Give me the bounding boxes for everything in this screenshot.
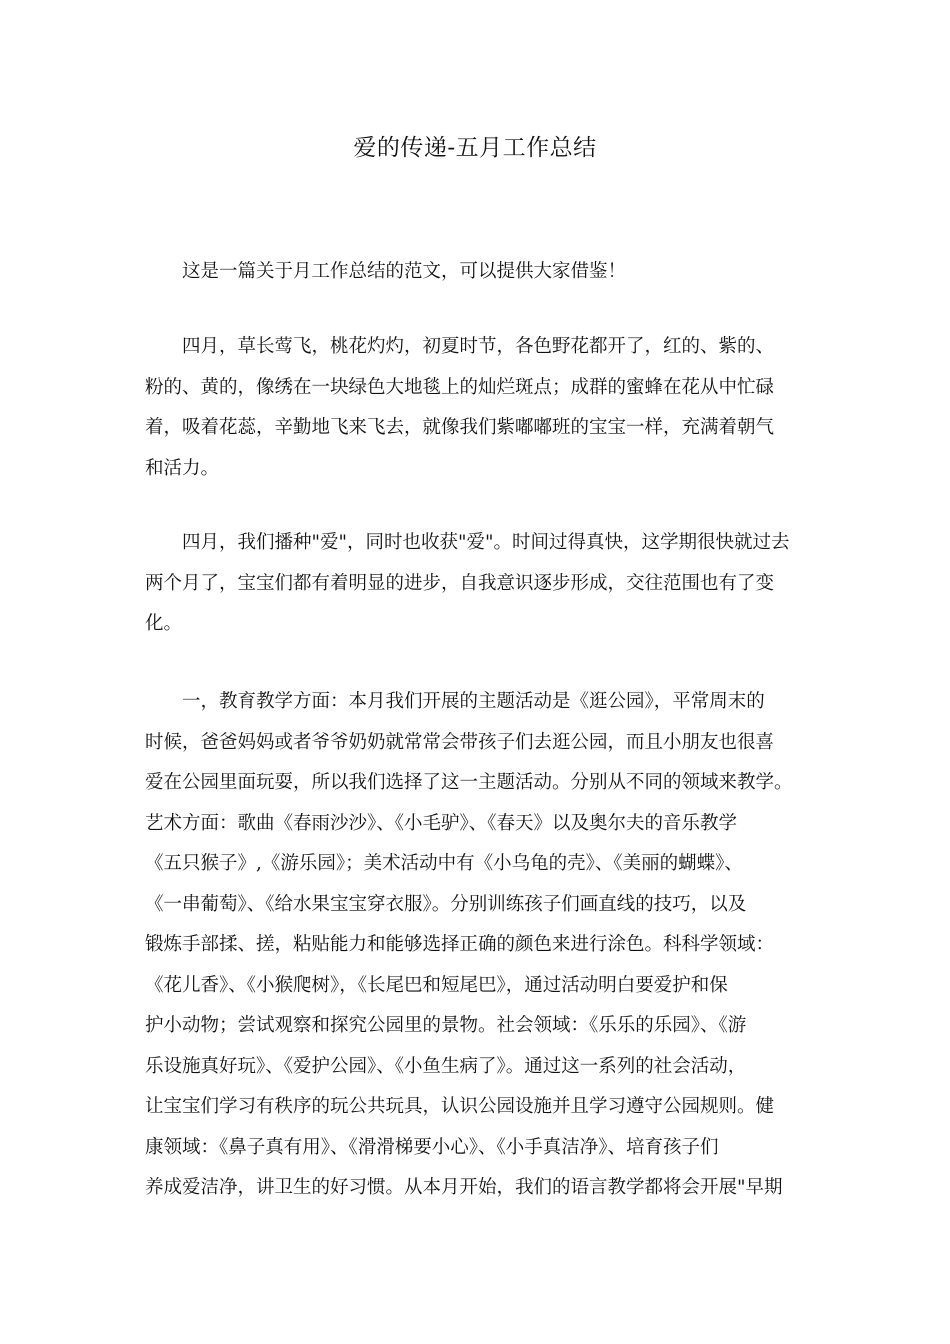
paragraph-april-1 <box>145 327 817 489</box>
document-title: 爱的传递-五月工作总结 <box>353 135 597 161</box>
paragraph-line: 时候，爸爸妈妈或者爷爷奶奶就常常会带孩子们去逛公园，而且小朋友也很喜 <box>145 731 775 753</box>
paragraph-intro <box>145 252 817 293</box>
paragraph-line: 《五只猴子》,《游乐园》；美术活动中有《小乌龟的壳》、《美丽的蝴蝶》、 <box>145 853 743 874</box>
paragraph-line: 《一串葡萄》、《给水果宝宝穿衣服》。分别训练孩子们画直线的技巧，以及 <box>145 893 747 915</box>
paragraph-line: 两个月了，宝宝们都有着明显的进步，自我意识逐步形成，交往范围也有了变 <box>145 572 775 594</box>
paragraph-line: 艺术方面：歌曲《春雨沙沙》、《小毛驴》、《春天》以及奥尔夫的音乐教学 <box>145 812 738 834</box>
paragraph-line: 化。 <box>145 613 183 634</box>
paragraph-line: 粉的、黄的，像绣在一块绿色大地毯上的灿烂斑点；成群的蜜蜂在花从中忙碌 <box>145 376 775 398</box>
paragraph-line: 这是一篇关于月工作总结的范文，可以提供大家借鉴！ <box>182 261 627 282</box>
paragraph-line: 和活力。 <box>145 457 220 479</box>
paragraph-section-1 <box>145 682 817 1209</box>
paragraph-line: 一，教育教学方面：本月我们开展的主题活动是《逛公园》，平常周末的 <box>182 691 765 712</box>
paragraph-line: 四月，我们播种"爱"，同时也收获"爱"。时间过得真快，这学期很快就过去 <box>182 532 790 553</box>
paragraph-line: 养成爱洁净，讲卫生的好习惯。从本月开始，我们的语言教学都将会开展"早期 <box>145 1177 783 1198</box>
paragraph-line: 乐设施真好玩》、《爱护公园》、《小鱼生病了》。通过这一系列的社会活动， <box>145 1055 747 1077</box>
paragraph-line: 着，吸着花蕊，辛勤地飞来飞去，就像我们紫嘟嘟班的宝宝一样，充满着朝气 <box>145 417 775 438</box>
paragraph-line: 康领域：《鼻子真有用》、《滑滑梯要小心》、《小手真洁净》、培育孩子们 <box>145 1136 719 1158</box>
paragraph-april-2 <box>145 523 817 645</box>
paragraph-line: 四月，草长莺飞，桃花灼灼，初夏时节，各色野花都开了，红的、紫的、 <box>182 336 775 357</box>
paragraph-line: 让宝宝们学习有秩序的玩公共玩具，认识公园设施并且学习遵守公园规则。健 <box>145 1096 775 1117</box>
paragraph-line: 护小动物；尝试观察和探究公园里的景物。社会领域：《乐乐的乐园》、《游 <box>145 1015 747 1036</box>
paragraph-line: 《花儿香》、《小猴爬树》，《长尾巴和短尾巴》，通过活动明白要爱护和保 <box>145 974 728 996</box>
paragraph-line: 爱在公园里面玩耍，所以我们选择了这一主题活动。分别从不同的领域来教学。 <box>145 772 793 793</box>
paragraph-line: 锻炼手部揉、搓，粘贴能力和能够选择正确的颜色来进行涂色。科科学领域： <box>145 934 775 955</box>
